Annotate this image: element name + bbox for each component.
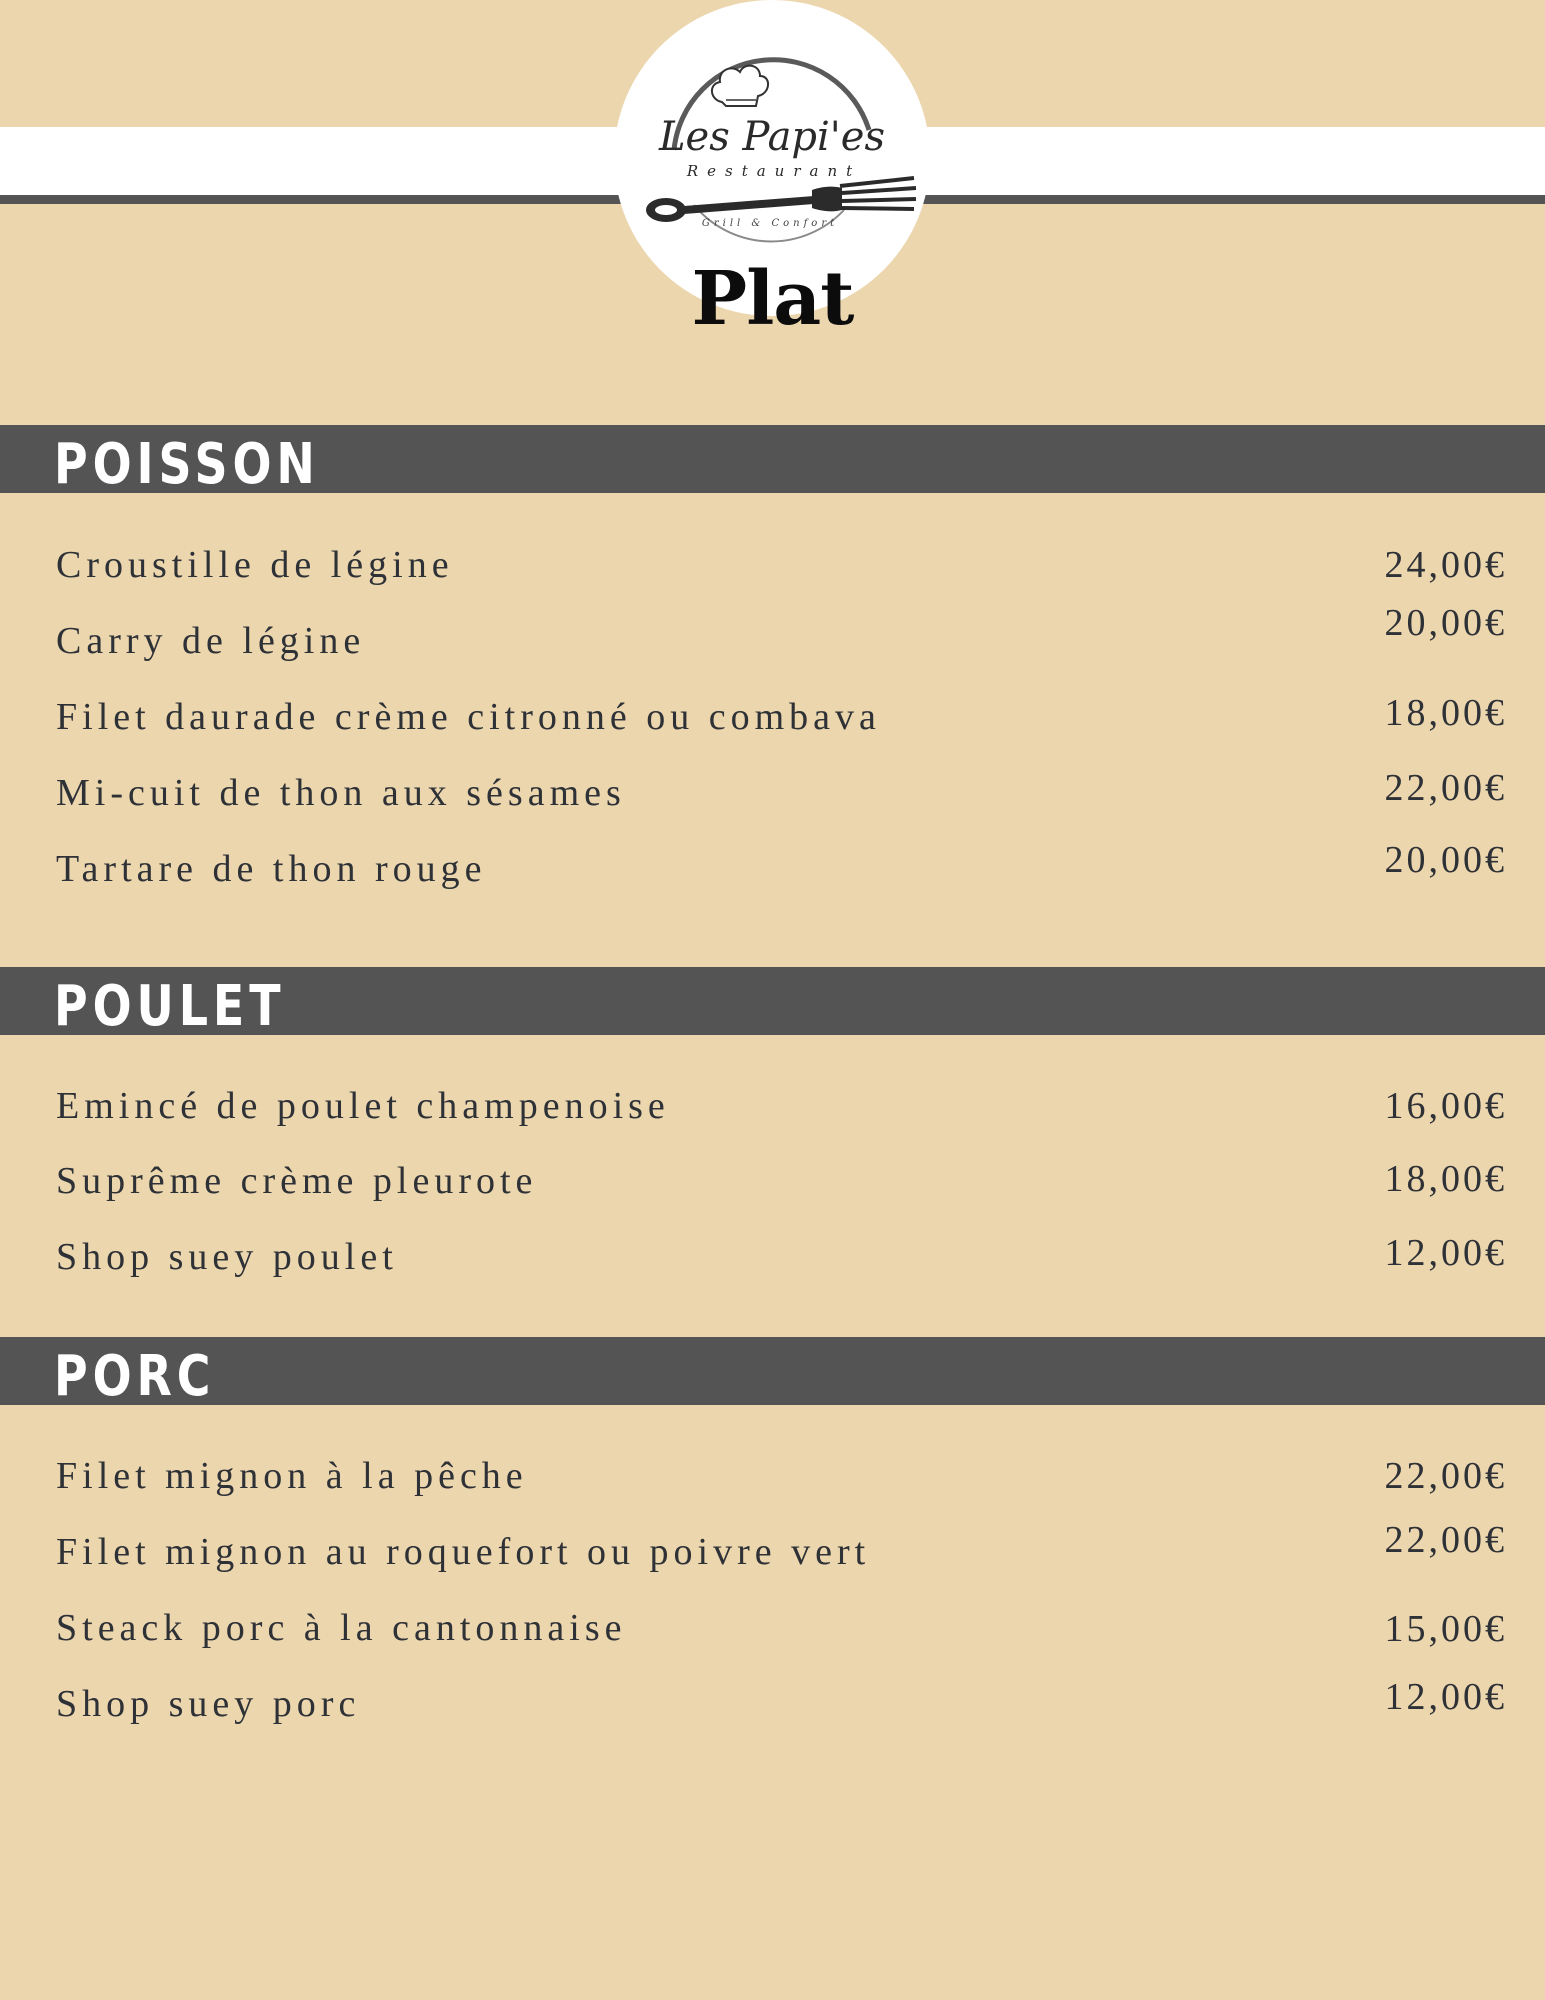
section-title-poisson: POISSON	[54, 432, 320, 497]
menu-item-price: 18,00€	[1384, 692, 1507, 734]
logo-subtitle: Restaurant	[686, 162, 862, 180]
menu-item-price: 22,00€	[1384, 1455, 1507, 1497]
logo-tagline: Grill & Confort	[701, 218, 839, 229]
section-title-poulet: POULET	[54, 974, 286, 1039]
menu-item-name: Shop suey poulet	[56, 1236, 398, 1278]
menu-item-name: Shop suey porc	[56, 1683, 361, 1725]
menu-item-price: 20,00€	[1384, 602, 1507, 644]
menu-item-price: 15,00€	[1384, 1608, 1507, 1650]
menu-item-price: 12,00€	[1384, 1676, 1507, 1718]
section-bar-poulet	[0, 967, 1545, 1039]
menu-item-price: 24,00€	[1384, 544, 1507, 586]
menu-item-price: 16,00€	[1384, 1085, 1507, 1127]
menu-item-name: Emincé de poulet champenoise	[56, 1085, 670, 1127]
section-title-porc: PORC	[54, 1344, 216, 1409]
menu-item-name: Filet mignon à la pêche	[56, 1455, 528, 1497]
menu-item-name: Croustille de légine	[56, 544, 454, 586]
page-title: Plat	[691, 256, 854, 342]
menu-item-name: Tartare de thon rouge	[56, 848, 487, 890]
menu-item-price: 20,00€	[1384, 839, 1507, 881]
section-bar-poisson	[0, 425, 1545, 497]
menu-item-price: 22,00€	[1384, 767, 1507, 809]
menu-item-name: Suprême crème pleurote	[56, 1160, 538, 1202]
menu-item-price: 18,00€	[1384, 1158, 1507, 1200]
section-bar-porc	[0, 1337, 1545, 1409]
menu-item-price: 12,00€	[1384, 1232, 1507, 1274]
menu-item-name: Filet mignon au roquefort ou poivre vert	[56, 1531, 871, 1573]
menu-item-name: Carry de légine	[56, 620, 366, 662]
menu-item-name: Mi-cuit de thon aux sésames	[56, 772, 626, 814]
logo-name: Les Papi'es	[658, 114, 886, 160]
fork-icon	[646, 178, 916, 222]
chef-hat-icon	[712, 66, 768, 106]
menu-item-name: Steack porc à la cantonnaise	[56, 1607, 627, 1649]
menu-item-price: 22,00€	[1384, 1519, 1507, 1561]
menu-item-name: Filet daurade crème citronné ou combava	[56, 696, 881, 738]
